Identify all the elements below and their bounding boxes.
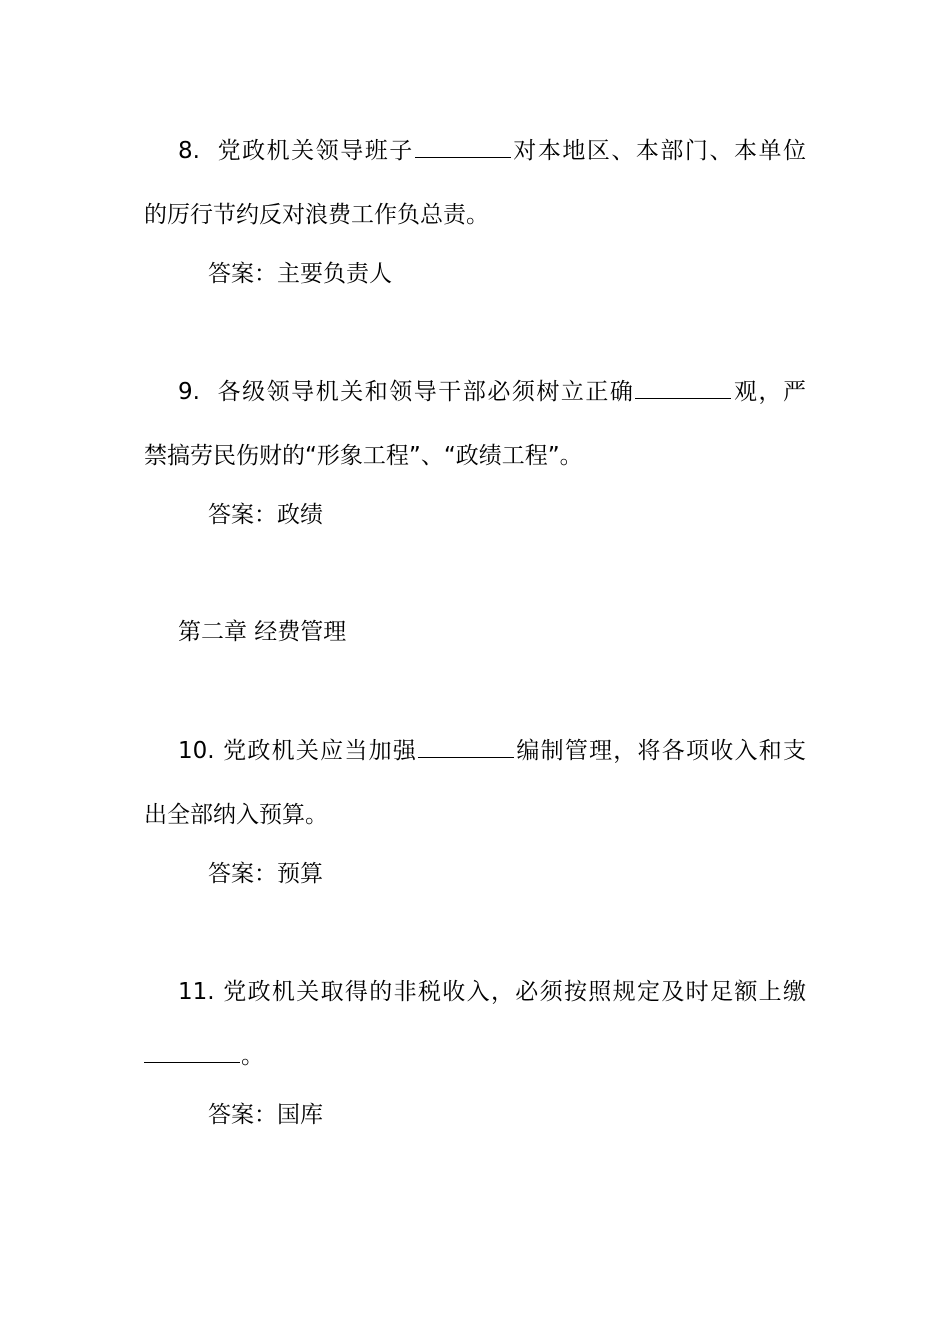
question-text-after: 观，严 — [732, 379, 807, 405]
answer-label: 答案： — [208, 261, 277, 287]
question-10-line-1 — [178, 736, 806, 766]
question-text-after: 编制管理，将各项收入和支 — [515, 738, 807, 764]
fill-blank — [418, 756, 514, 758]
question-8-line-1 — [178, 136, 806, 166]
question-number: 8. — [178, 138, 200, 164]
question-text-before: 党政机关领导班子 — [217, 138, 414, 164]
answer-text: 主要负责人 — [277, 261, 392, 287]
answer-label: 答案： — [208, 502, 277, 528]
question-8-line-2: 的厉行节约反对浪费工作负总责。 — [144, 202, 489, 228]
question-text-after-blank: 。 — [241, 1043, 264, 1069]
answer-text: 预算 — [277, 861, 323, 887]
question-11-line-1 — [178, 977, 806, 1007]
question-text-before: 党政机关应当加强 — [223, 738, 418, 764]
question-9-line-2: 禁搞劳民伤财的“形象工程”、“政绩工程”。 — [144, 443, 583, 469]
question-number: 9. — [178, 379, 200, 405]
chapter-heading: 第二章 经费管理 — [178, 619, 347, 645]
answer-text: 政绩 — [277, 502, 323, 528]
question-text-after: 对本地区、本部门、本单位 — [511, 138, 807, 164]
fill-blank — [635, 397, 731, 399]
question-11-line-2 — [144, 1041, 264, 1071]
question-text-before: 党政机关取得的非税收入，必须按照规定及时足额上缴 — [223, 979, 807, 1005]
question-text-before: 各级领导机关和领导干部必须树立正确 — [217, 379, 635, 405]
question-number: 10. — [178, 738, 215, 764]
question-11-answer — [208, 1100, 323, 1130]
question-number: 11. — [178, 979, 215, 1005]
question-8-answer — [208, 259, 392, 289]
answer-label: 答案： — [208, 1102, 277, 1128]
question-10-line-2: 出全部纳入预算。 — [144, 802, 328, 828]
answer-label: 答案： — [208, 861, 277, 887]
fill-blank — [144, 1061, 240, 1063]
question-9-answer — [208, 500, 323, 530]
question-9-line-1 — [178, 377, 806, 407]
question-10-answer — [208, 859, 323, 889]
fill-blank — [415, 156, 511, 158]
answer-text: 国库 — [277, 1102, 323, 1128]
